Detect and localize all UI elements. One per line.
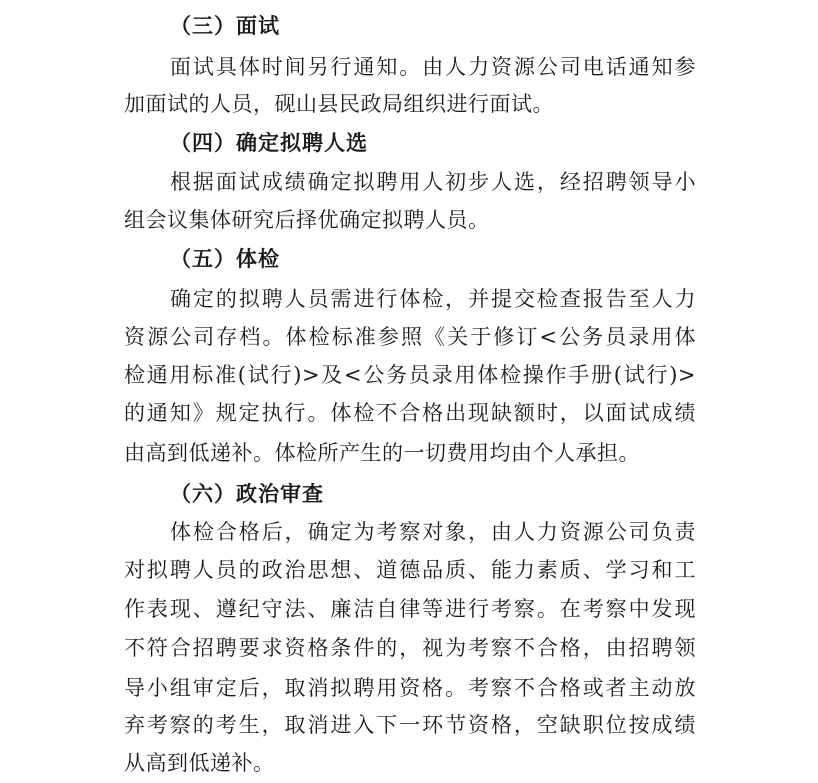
paragraph-line: 面试具体时间另行通知。由人力资源公司电话通知参: [170, 55, 696, 79]
paragraph-line: 组会议集体研究后择优确定拟聘人员。: [124, 208, 490, 232]
paragraph-line: 由高到低递补。体检所产生的一切费用均由个人承担。: [124, 441, 640, 465]
paragraph-line: 检通用标准(试行)>及<公务员录用体检操作手册(试行)>: [124, 363, 696, 387]
paragraph-line: 的通知》规定执行。体检不合格出现缺额时，以面试成绩: [124, 401, 696, 425]
paragraph-line: 作表现、遵纪守法、廉洁自律等进行考察。在考察中发现: [124, 597, 696, 621]
paragraph-line: 根据面试成绩确定拟聘用人初步人选，经招聘领导小: [170, 170, 696, 194]
paragraph-line: 体检合格后，确定为考察对象，由人力资源公司负责: [170, 520, 696, 544]
paragraph-line: 弃考察的考生，取消进入下一环节资格，空缺职位按成绩: [124, 713, 696, 737]
section-heading-political-review: （六）政治审查: [170, 482, 324, 506]
section-heading-physical-exam: （五）体检: [170, 247, 280, 271]
paragraph-line: 不符合招聘要求资格条件的，视为考察不合格，由招聘领: [124, 636, 696, 660]
section-heading-candidate: （四）确定拟聘人选: [170, 131, 368, 155]
paragraph-line: 导小组审定后，取消拟聘用资格。考察不合格或者主动放: [124, 676, 696, 700]
paragraph-line: 从高到低递补。: [124, 751, 275, 775]
paragraph-line: 对拟聘人员的政治思想、道德品质、能力素质、学习和工: [124, 558, 696, 582]
section-heading-interview: （三）面试: [170, 14, 280, 38]
paragraph-line: 资源公司存档。体检标准参照《关于修订<公务员录用体: [124, 325, 696, 349]
paragraph-line: 确定的拟聘人员需进行体检，并提交检查报告至人力: [170, 287, 696, 311]
paragraph-line: 加面试的人员，砚山县民政局组织进行面试。: [124, 92, 554, 116]
